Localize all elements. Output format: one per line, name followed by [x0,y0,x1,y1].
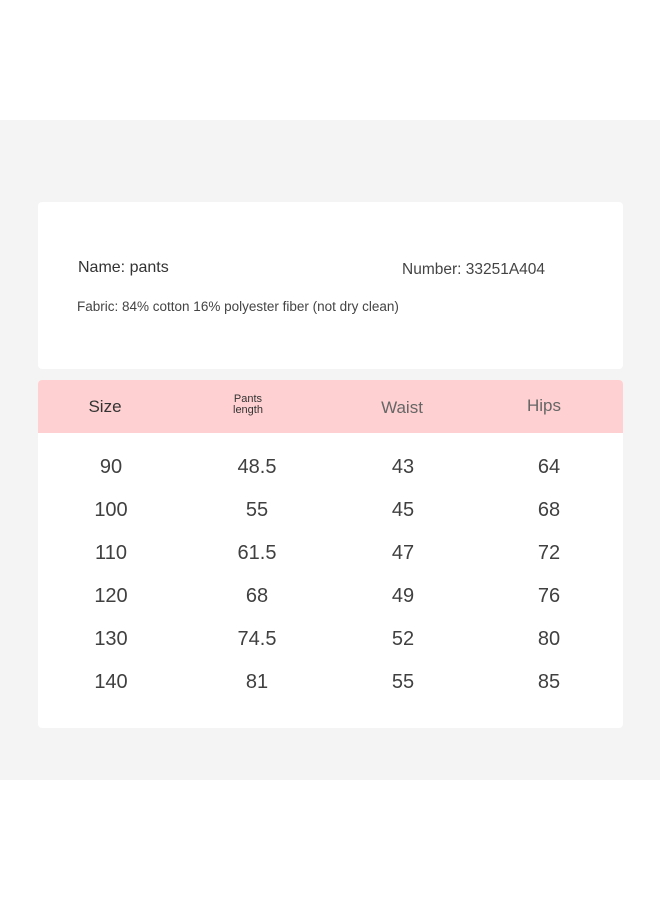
cell-pants-length: 81 [245,671,269,693]
table-row [38,575,623,618]
cell-pants-length: 68 [245,585,269,607]
cell-pants-length: 74.5 [237,628,277,650]
table-row [38,618,623,661]
header-hips: Hips [526,396,562,415]
cell-hips: 64 [537,456,561,478]
cell-hips: 85 [537,671,561,693]
fabric-composition: Fabric: 84% cotton 16% polyester fiber (not dry clean) [77,299,399,314]
table-header [38,380,623,433]
cell-waist: 43 [391,456,415,478]
table-row [38,532,623,575]
table-row [38,446,623,489]
table-row [38,661,623,704]
cell-waist: 52 [391,628,415,650]
cell-pants-length: 61.5 [237,542,277,564]
cell-size: 130 [94,628,128,650]
table-body [38,446,623,704]
cell-pants-length: 55 [245,499,269,521]
cell-hips: 68 [537,499,561,521]
cell-waist: 45 [391,499,415,521]
product-number: Number: 33251A404 [402,261,546,278]
cell-waist: 47 [391,542,415,564]
product-info-card [38,202,623,369]
table-row [38,489,623,532]
cell-waist: 49 [391,585,415,607]
header-pants-length-line2: length [233,404,263,416]
header-waist: Waist [381,398,423,417]
cell-size: 90 [99,456,123,478]
cell-size: 140 [94,671,128,693]
size-chart-table [38,380,623,728]
cell-hips: 72 [537,542,561,564]
cell-hips: 80 [537,628,561,650]
cell-waist: 55 [391,671,415,693]
header-pants-length [218,394,278,416]
product-name: Name: pants [78,259,169,276]
header-pants-length-line1: Pants [233,393,263,405]
cell-size: 100 [94,499,128,521]
cell-size: 110 [95,542,127,564]
cell-size: 120 [94,585,128,607]
cell-pants-length: 48.5 [237,456,277,478]
header-size: Size [88,397,122,416]
cell-hips: 76 [537,585,561,607]
